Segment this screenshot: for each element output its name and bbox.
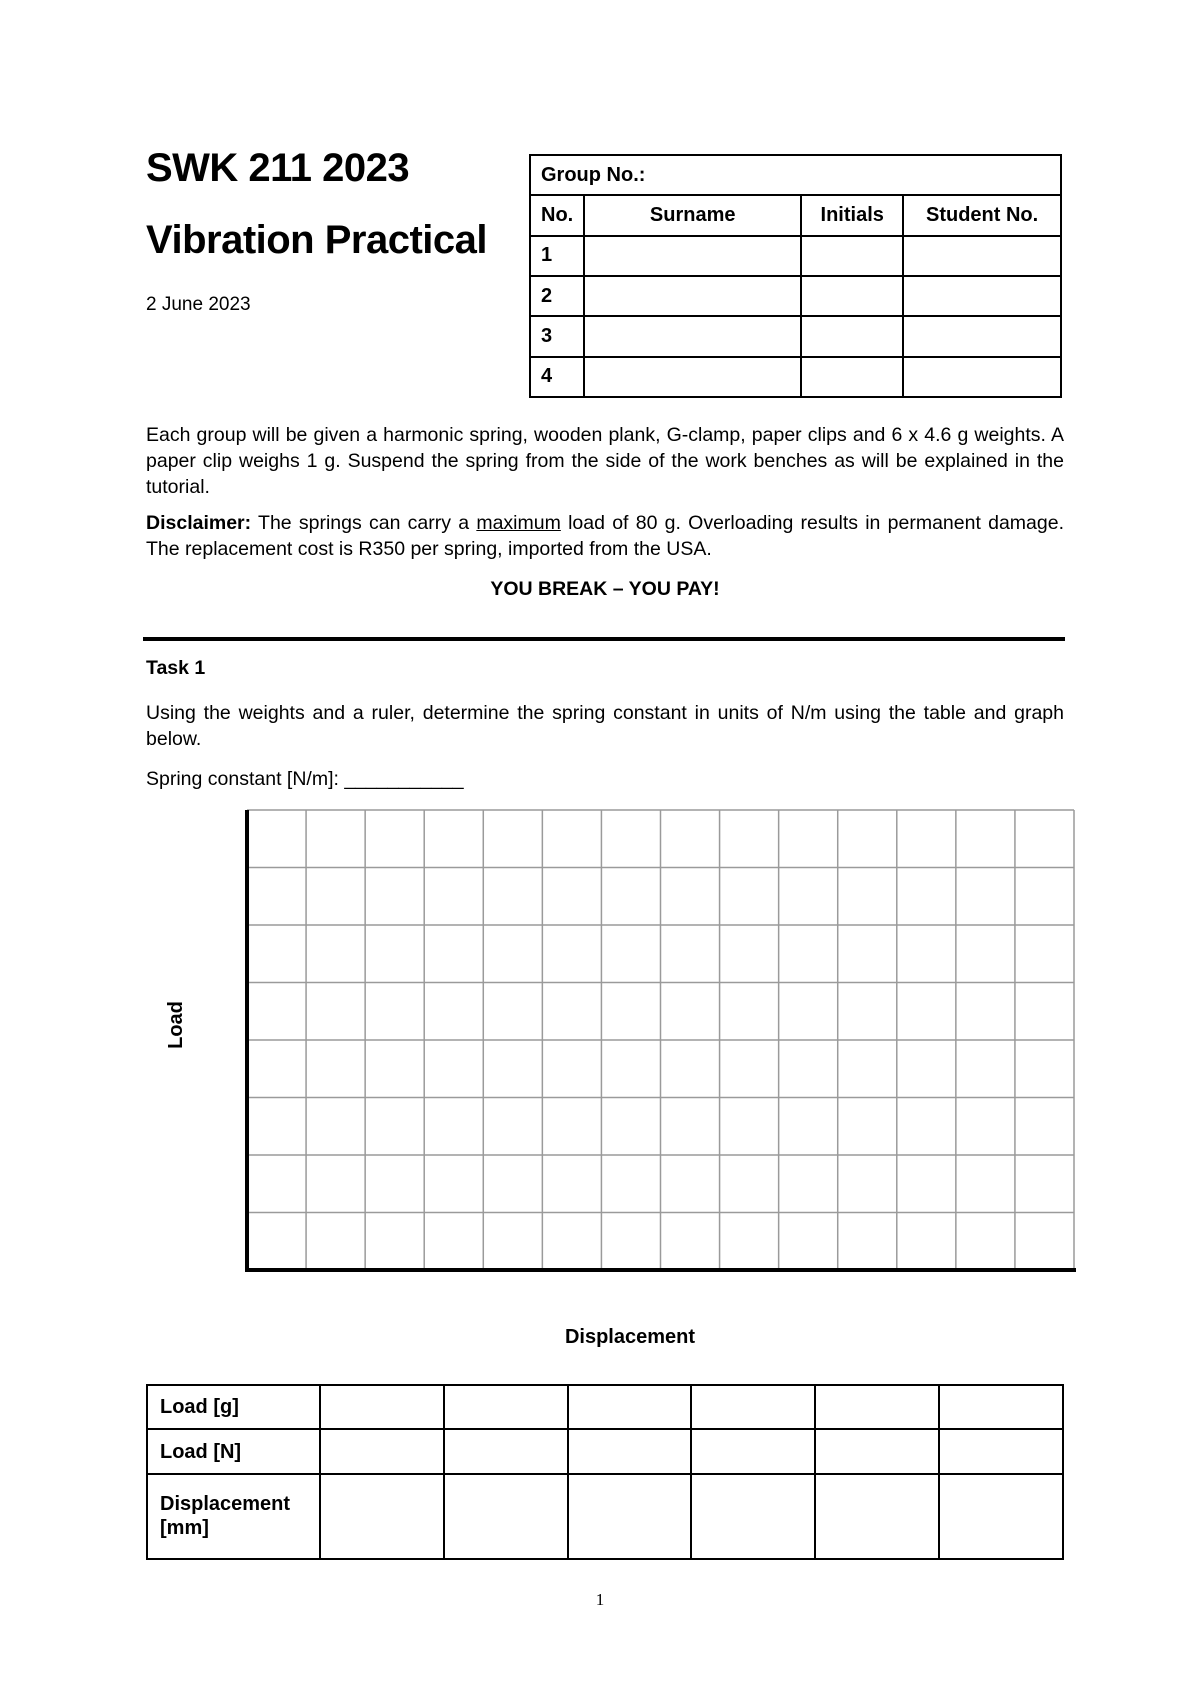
row-header: Displacement [mm] <box>147 1474 320 1559</box>
col-surname: Surname <box>584 195 801 235</box>
row-header: Load [N] <box>147 1429 320 1473</box>
table-row <box>147 1474 1063 1559</box>
course-title: SWK 211 2023 <box>146 146 410 190</box>
data-cell[interactable] <box>691 1385 815 1429</box>
col-initials: Initials <box>801 195 903 235</box>
row-number: 4 <box>530 357 584 397</box>
col-student-no: Student No. <box>903 195 1061 235</box>
data-cell[interactable] <box>568 1385 692 1429</box>
document-title: Vibration Practical <box>146 218 488 262</box>
data-cell[interactable] <box>320 1474 444 1559</box>
table-row <box>147 1385 1063 1429</box>
disclaimer-text-pre: The springs can carry a <box>251 512 477 534</box>
data-cell[interactable] <box>691 1429 815 1473</box>
data-cell[interactable] <box>939 1385 1063 1429</box>
data-cell[interactable] <box>815 1474 939 1559</box>
document-date: 2 June 2023 <box>146 294 251 315</box>
spring-constant-field[interactable]: Spring constant [N/m]: ___________ <box>146 768 464 790</box>
data-cell[interactable] <box>320 1385 444 1429</box>
group-number-label[interactable]: Group No.: <box>530 155 1061 195</box>
intro-paragraph: Each group will be given a harmonic spring, wooden plank, G-clamp, paper clips and 6 x 4.6 g weights. A paper clip weighs 1 g. Suspend the spring from the side of the work benches as will be explained in the tutorial. <box>146 424 1064 498</box>
data-cell[interactable] <box>568 1429 692 1473</box>
data-cell[interactable] <box>444 1385 568 1429</box>
warning-text: YOU BREAK – YOU PAY! <box>490 578 720 600</box>
task-instruction: Using the weights and a ruler, determine the spring constant in units of N/m using the table and graph below. <box>146 702 1064 750</box>
row-header: Load [g] <box>147 1385 320 1429</box>
disclaimer-emphasis: maximum <box>476 512 561 534</box>
row-number: 2 <box>530 276 584 316</box>
data-cell[interactable] <box>939 1429 1063 1473</box>
disclaimer-label: Disclaimer: <box>146 512 252 534</box>
row-number: 1 <box>530 236 584 276</box>
data-cell[interactable] <box>691 1474 815 1559</box>
data-cell[interactable] <box>444 1429 568 1473</box>
data-cell[interactable] <box>568 1474 692 1559</box>
table-row <box>147 1429 1063 1473</box>
data-cell[interactable] <box>815 1429 939 1473</box>
data-table <box>146 1384 1064 1560</box>
data-cell[interactable] <box>939 1474 1063 1559</box>
x-axis-label: Displacement <box>564 1326 696 1348</box>
data-cell[interactable] <box>815 1385 939 1429</box>
y-axis-label: Load <box>165 1001 187 1049</box>
data-cell[interactable] <box>320 1429 444 1473</box>
page-number: 1 <box>595 1590 605 1609</box>
data-cell[interactable] <box>444 1474 568 1559</box>
disclaimer-text-post: load of 80 g. Overloading results in permanent damage. The replacement cost is R350 per spring, imported from the USA. <box>146 512 1065 560</box>
col-no: No. <box>530 195 584 235</box>
row-number: 3 <box>530 316 584 356</box>
task-heading: Task 1 <box>146 657 206 679</box>
